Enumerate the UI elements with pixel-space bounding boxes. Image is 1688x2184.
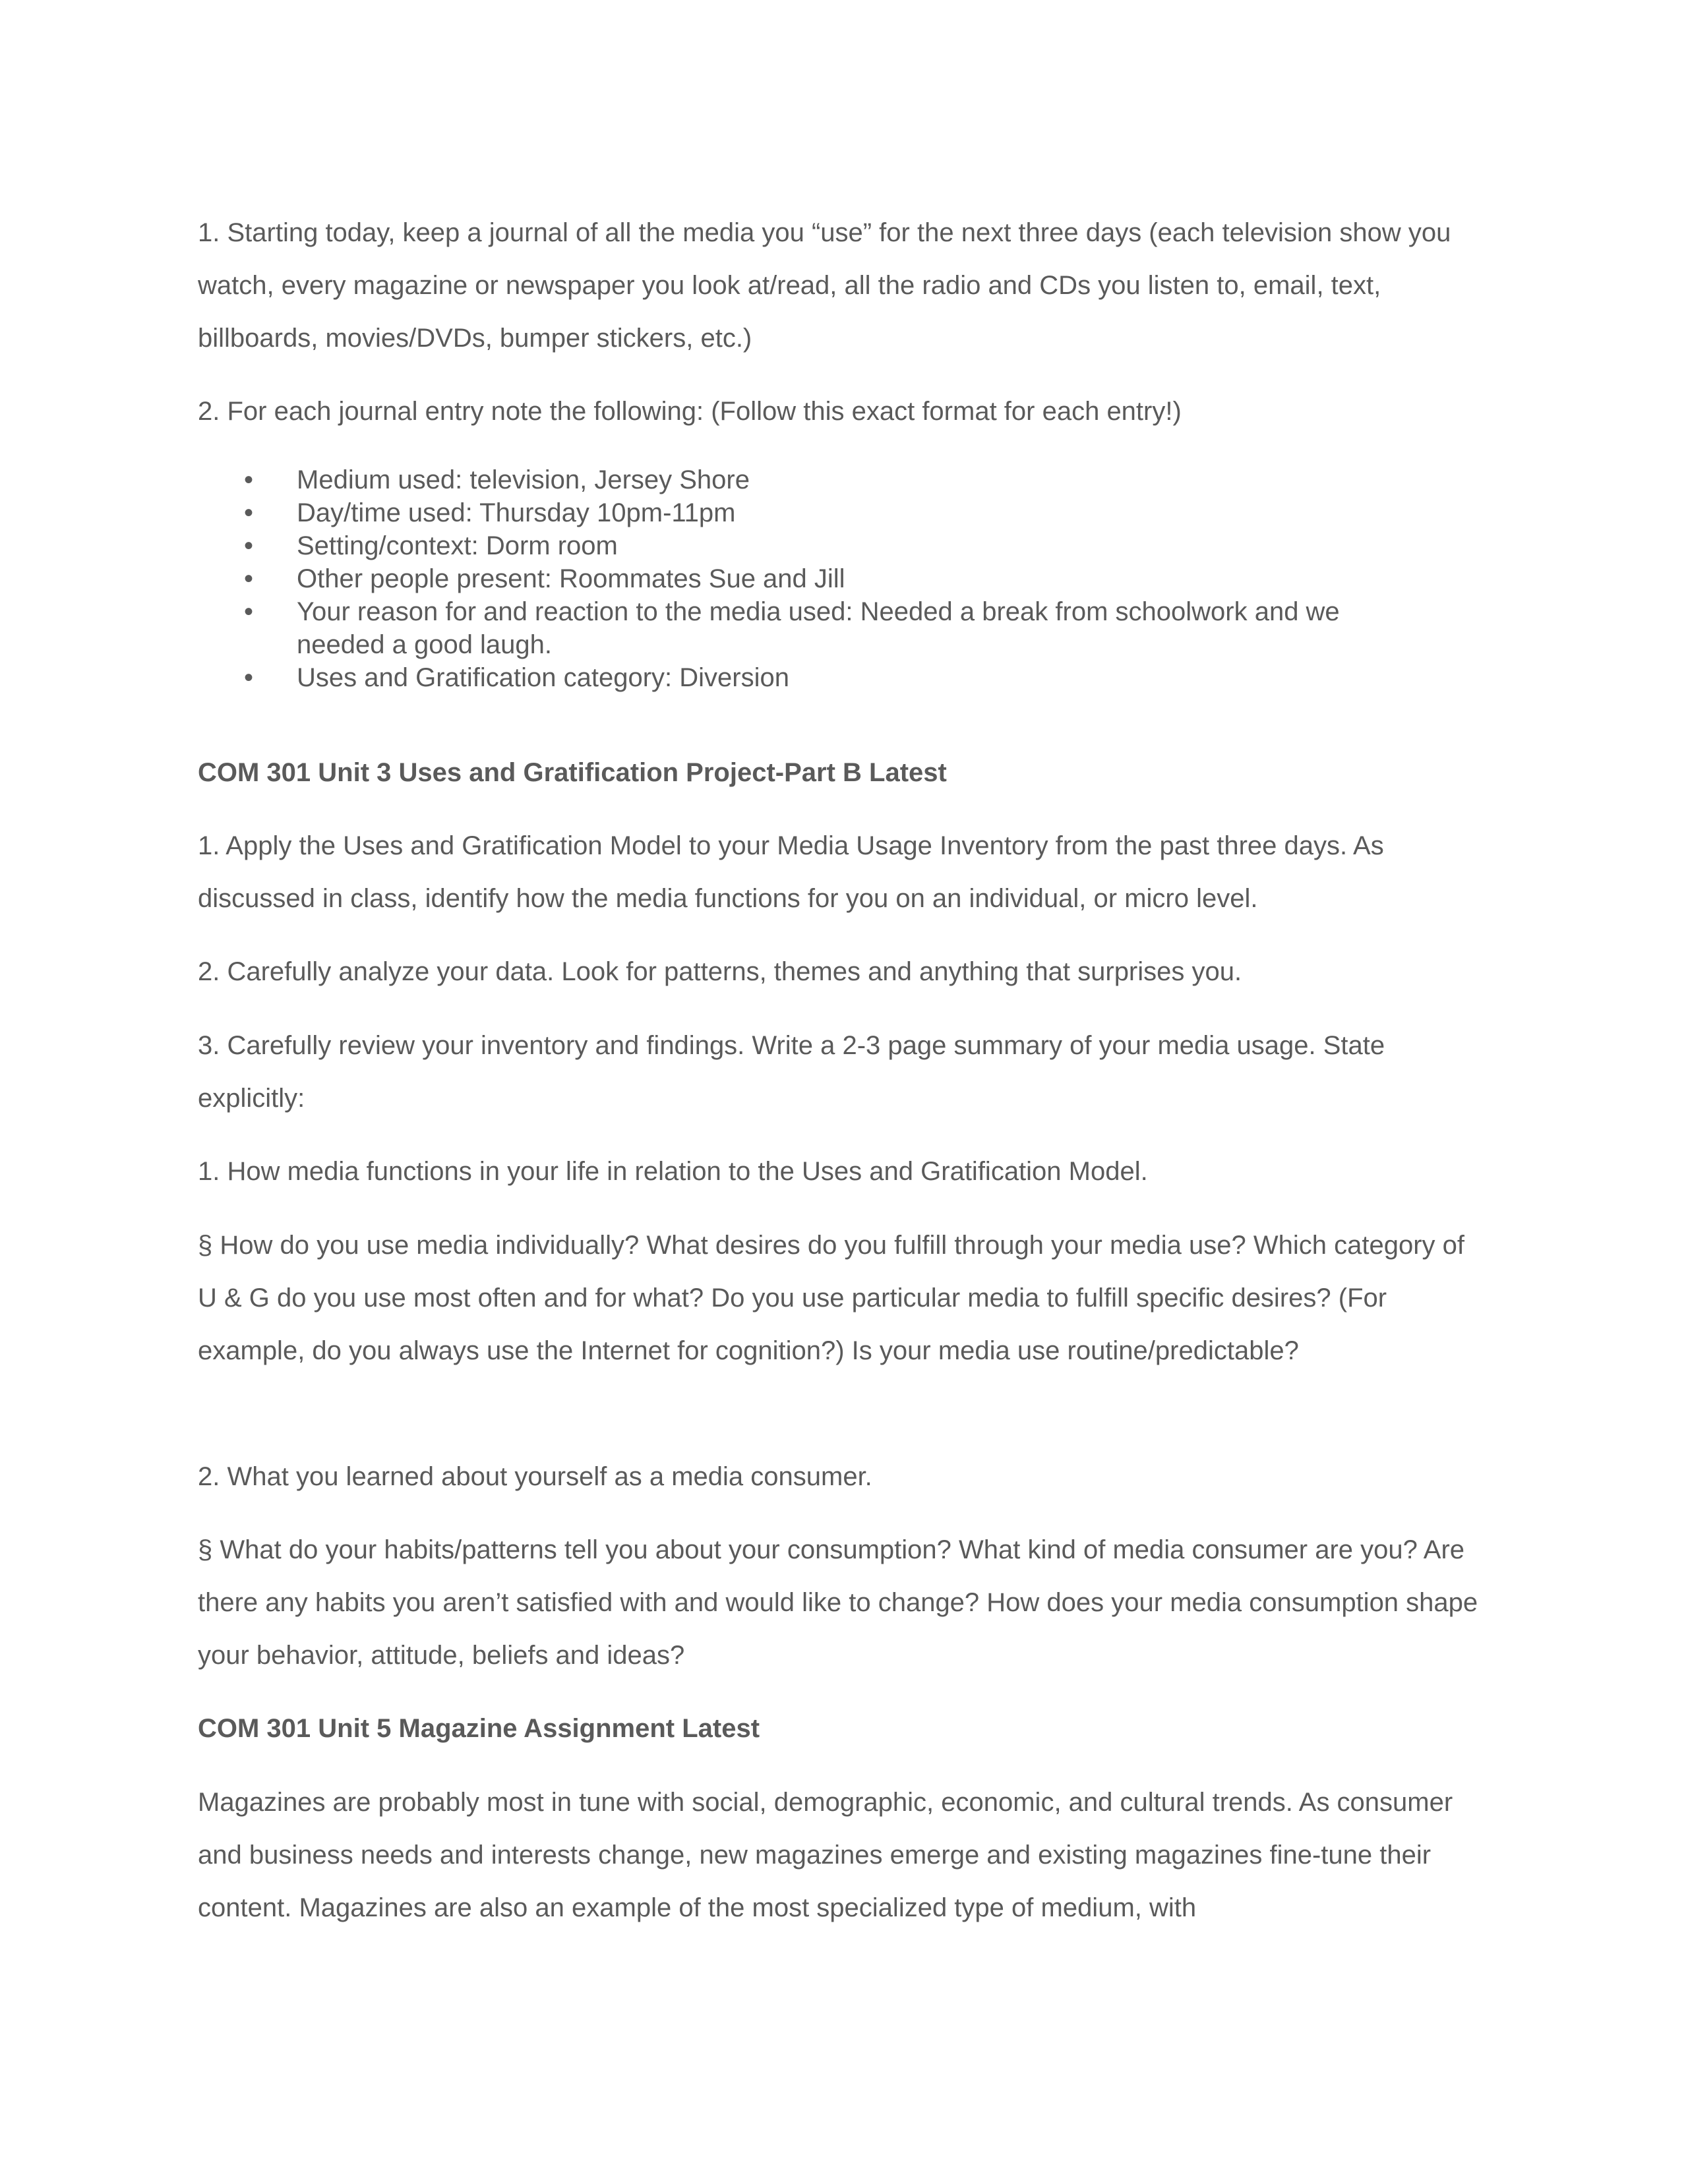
list-item [198,463,1424,496]
list-item-text: Other people present: Roommates Sue and Jill [297,564,845,593]
bullet-icon: • [244,564,254,593]
intro-paragraph-1: 1. Starting today, keep a journal of all the media you “use” for the next three days (each television show you watch, every magazine or newspaper you look at/read, all the radio and CDs you listen to, email, text, billboards, movies/DVDs, bumper stickers, etc.) [198,218,1451,353]
list-item-text: Day/time used: Thursday 10pm-11pm [297,498,736,527]
list-item-text: Uses and Gratification category: Diversion [297,663,789,692]
bullet-icon: • [244,597,254,626]
part-b-paragraph-5: § How do you use media individually? What desires do you fulfill through your media use? Which category of U & G do you use most often and for what? Do you use particular media to fulfill specific desires? (For example, do you always use the Internet for cognition?) Is your media use routine/predictable? [198,1231,1465,1365]
part-b-paragraph-2: 2. Carefully analyze your data. Look for patterns, themes and anything that surprises you. [198,957,1242,986]
part-b-paragraph-3: 3. Carefully review your inventory and findings. Write a 2-3 page summary of your media usage. State explicitly: [198,1031,1385,1113]
bullet-icon: • [244,465,254,494]
journal-format-list [198,463,1424,694]
part-b-paragraph-4: 1. How media functions in your life in relation to the Uses and Gratification Model. [198,1157,1148,1186]
list-item [198,496,1424,529]
list-item [198,529,1424,562]
list-item [198,562,1424,595]
bullet-icon: • [244,531,254,560]
bullet-icon: • [244,498,254,527]
list-item-text: Setting/context: Dorm room [297,531,618,560]
section-heading-part-b: COM 301 Unit 3 Uses and Gratification Project-Part B Latest [198,758,947,787]
intro-paragraph-2: 2. For each journal entry note the following: (Follow this exact format for each entry!) [198,397,1182,426]
part-b-paragraph-1: 1. Apply the Uses and Gratification Model to your Media Usage Inventory from the past three days. As discussed in class, identify how the media functions for you on an individual, or micro level. [198,831,1384,913]
bullet-icon: • [244,663,254,692]
list-item-text: Your reason for and reaction to the media used: Needed a break from schoolwork and we needed a good laugh. [297,597,1340,659]
part-b-paragraph-6: 2. What you learned about yourself as a media consumer. [198,1462,872,1491]
list-item-text: Medium used: television, Jersey Shore [297,465,750,494]
section-heading-magazine: COM 301 Unit 5 Magazine Assignment Latest [198,1714,760,1743]
list-item [198,661,1424,694]
magazine-paragraph-1: Magazines are probably most in tune with social, demographic, economic, and cultural trends. As consumer and business needs and interests change, new magazines emerge and existing magazines fine-tune their content. Magazines are also an example of the most specialized type of medium, with [198,1788,1453,1922]
part-b-paragraph-7: § What do your habits/patterns tell you about your consumption? What kind of media consumer are you? Are there any habits you aren’t satisfied with and would like to change? How does your media consumption shape your behavior, attitude, beliefs and ideas? [198,1535,1478,1670]
list-item [198,595,1424,661]
